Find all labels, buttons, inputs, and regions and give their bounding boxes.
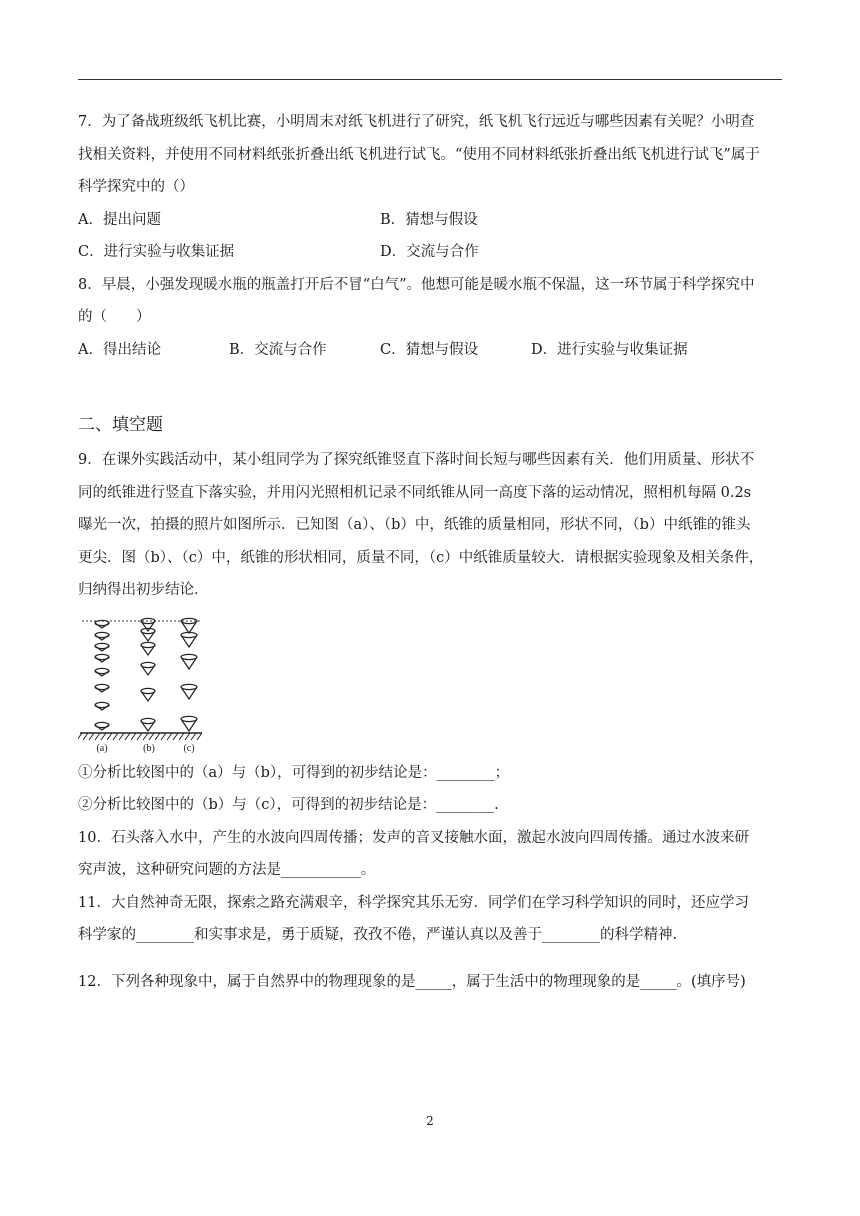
question-10-stem-line1: 10．石头落入水中，产生的水波向四周传播；发声的音叉接触水面，激起水波向四周传播。通过水波来研: [78, 829, 749, 846]
cone-b-6: [141, 718, 155, 731]
question-8-option-d[interactable]: D．进行实验与收集证据: [531, 341, 688, 358]
cone-a-1: [95, 620, 109, 628]
ground-hatch-mark: [155, 733, 160, 740]
question-10-stem-line2: 究声波，这种研究问题的方法是___________。: [78, 862, 376, 878]
question-7-option-b[interactable]: B．猜想与假设: [380, 211, 478, 228]
ground-hatch-mark: [83, 733, 88, 740]
cone-c-2: [181, 632, 197, 647]
question-9-sub2: ②分析比较图中的（b）与（c），可得到的初步结论是：________.: [78, 797, 499, 813]
cone-a-3: [95, 643, 109, 651]
question-9-sub1: ①分析比较图中的（a）与（b），可得到的初步结论是：________；: [78, 764, 510, 781]
ground-hatch-mark: [143, 733, 148, 740]
question-7-stem-line1: 7．为了备战班级纸飞机比赛，小明周末对纸飞机进行了研究，纸飞机飞行远近与哪些因素有关呢？小明查: [78, 114, 755, 130]
question-8-stem-line1: 8．早晨，小强发现暖水瓶的瓶盖打开后不冒“白气”。他想可能是暖水瓶不保温，这一环节属于科学探究中: [78, 276, 755, 293]
cone-a-4: [95, 654, 109, 662]
paper-cone-figure: [78, 615, 784, 757]
question-7-option-a[interactable]: A．提出问题: [78, 211, 161, 228]
question-7-stem-line3: 科学探究中的（）: [78, 179, 194, 195]
header-rule: [78, 79, 782, 80]
cone-a-8: [95, 722, 109, 730]
ground-hatch-mark: [95, 733, 100, 740]
question-8-option-c[interactable]: C．猜想与假设: [380, 341, 479, 358]
ground-hatch-mark: [113, 733, 118, 740]
figure-label-c: (c): [183, 742, 195, 754]
ground-hatch-mark: [119, 733, 124, 740]
question-9: [78, 444, 784, 822]
page-content: [78, 106, 784, 998]
cone-b-5: [141, 688, 155, 701]
ground-hatch-mark: [161, 733, 166, 740]
question-8-stem-line2: 的（ ）: [78, 309, 151, 325]
ground-hatch-mark: [179, 733, 184, 740]
cone-c-4: [181, 684, 197, 699]
ground-hatch-mark: [167, 733, 172, 740]
question-7-option-c[interactable]: C．进行实验与收集证据: [78, 244, 235, 260]
question-10: [78, 822, 784, 887]
cone-b-3: [141, 642, 155, 655]
question-7-stem-line2: 找相关资料，并使用不同材料纸张折叠出纸飞机进行试飞。“使用不同材料纸张折叠出纸飞机进行试飞”属于: [78, 146, 760, 163]
spacer: [78, 952, 784, 966]
question-8-option-a[interactable]: A．得出结论: [78, 341, 161, 358]
figure-label-a: (a): [96, 742, 108, 754]
section-title-fill-in: 二、填空题: [78, 415, 163, 435]
question-8: [78, 269, 784, 367]
question-11-stem-line2: 科学家的________和实事求是，勇于质疑，孜孜不倦，严谨认真以及善于________的科学精神.: [78, 927, 678, 943]
question-9-stem-line5: 归纳得出初步结论．: [78, 582, 209, 598]
ground-hatch-mark: [185, 733, 190, 740]
ground-hatch-mark: [101, 733, 106, 740]
cone-a-7: [95, 702, 109, 710]
question-8-option-b[interactable]: B．交流与合作: [229, 341, 327, 358]
ground-hatch-mark: [107, 733, 112, 740]
question-11: [78, 887, 784, 952]
question-12: [78, 966, 784, 999]
ground-hatch-mark: [197, 733, 202, 740]
page-number: 2: [426, 1114, 434, 1128]
question-7: [78, 106, 784, 269]
ground-hatch-mark: [173, 733, 178, 740]
question-7-option-d[interactable]: D．交流与合作: [380, 244, 479, 260]
ground-hatch-mark: [149, 733, 154, 740]
figure-label-b: (b): [143, 742, 155, 754]
question-9-stem-line4: 更尖．图（b）、（c）中，纸锥的形状相同，质量不同，（c）中纸锥质量较大．请根据实验现象及相关条件，: [78, 549, 764, 566]
question-7-options-row1: [78, 204, 784, 237]
cone-c-5: [181, 716, 197, 731]
question-9-stem-line2: 同的纸锥进行竖直下落实验，并用闪光照相机记录不同纸锥从同一高度下落的运动情况，照相机每隔 0.2s: [78, 484, 752, 501]
question-9-stem-line1: 9．在课外实践活动中，某小组同学为了探究纸锥竖直下落时间长短与哪些因素有关．他们用质量、形状不: [78, 452, 755, 468]
cone-b-4: [141, 662, 155, 675]
paper-cone-drawing: [78, 615, 208, 757]
question-12-stem-line1: 12．下列各种现象中，属于自然界中的物理现象的是_____，属于生活中的物理现象的是_____。(填序号): [78, 973, 746, 990]
cone-a-2: [95, 632, 109, 640]
cone-c-3: [181, 654, 197, 669]
cone-a-5: [95, 668, 109, 676]
ground-hatch-mark: [89, 733, 94, 740]
ground-hatch-mark: [78, 733, 82, 740]
cone-a-6: [95, 684, 109, 692]
question-9-stem-line3: 曝光一次，拍摄的照片如图所示．已知图（a）、（b）中，纸锥的质量相同，形状不同，（b）中纸锥的锥头: [78, 517, 751, 533]
question-8-options: [78, 334, 784, 367]
ground-hatch-mark: [137, 733, 142, 740]
ground-hatch-mark: [191, 733, 196, 740]
question-7-options-row2: [78, 236, 784, 269]
question-11-stem-line1: 11．大自然神奇无限，探索之路充满艰辛，科学探究其乐无穷．同学们在学习科学知识的同时，还应学习: [78, 894, 749, 911]
ground-hatch-mark: [125, 733, 130, 740]
ground-hatch-mark: [131, 733, 136, 740]
